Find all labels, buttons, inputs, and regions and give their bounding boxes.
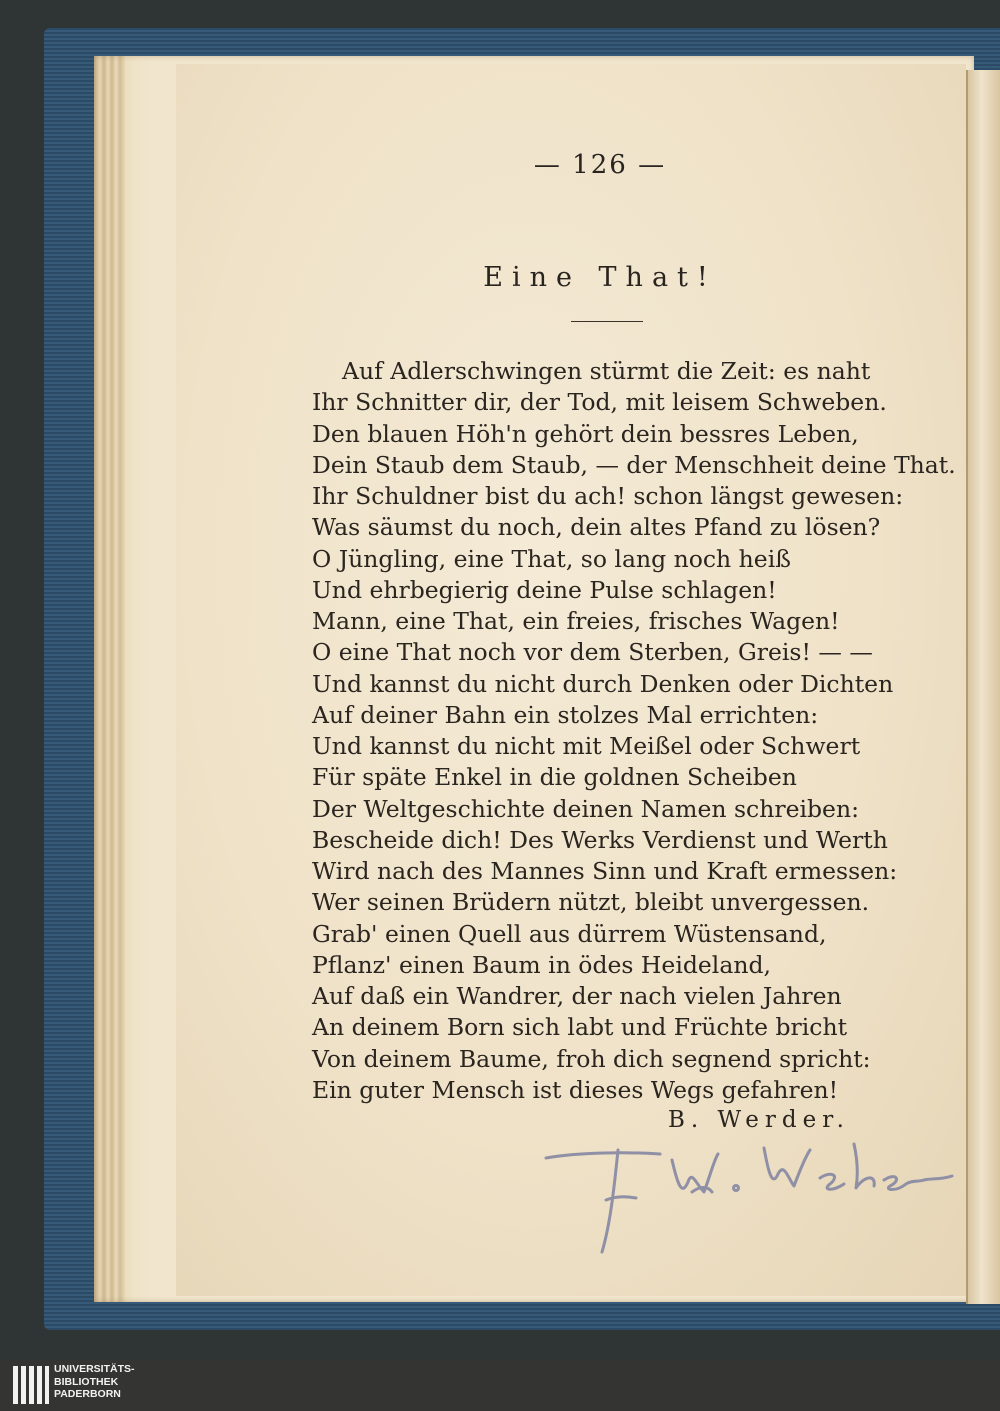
poem-line: Und ehrbegierig deine Pulse schlagen! bbox=[312, 575, 777, 604]
poem-line: Von deinem Baume, froh dich segnend spricht: bbox=[312, 1044, 871, 1073]
poem-line: Der Weltgeschichte deinen Namen schreiben: bbox=[312, 794, 859, 823]
poem-line: Auf daß ein Wandrer, der nach vielen Jahren bbox=[312, 982, 842, 1010]
title-rule bbox=[571, 321, 643, 322]
poem-body bbox=[312, 356, 956, 1106]
poem-line: Was säumst du noch, dein altes Pfand zu lösen? bbox=[312, 513, 881, 542]
poem-line: Ihr Schuldner bist du ach! schon längst gewesen: bbox=[312, 482, 904, 510]
poem-line: Ein guter Mensch ist dieses Wegs gefahren! bbox=[312, 1075, 839, 1104]
poem-line: Wird nach des Mannes Sinn und Kraft ermessen: bbox=[312, 857, 898, 885]
poem-line: Mann, eine That, ein freies, frisches Wagen! bbox=[312, 607, 840, 635]
poem-line: Auf deiner Bahn ein stolzes Mal errichten: bbox=[312, 700, 819, 729]
poem-line: Ihr Schnitter dir, der Tod, mit leisem Schweben. bbox=[312, 388, 887, 417]
poem-title: Eine That! bbox=[483, 262, 717, 293]
poem-line: An deinem Born sich labt und Früchte bricht bbox=[312, 1013, 848, 1042]
poem-line: Dein Staub dem Staub, — der Menschheit deine That. bbox=[312, 450, 956, 479]
poem-line: Und kannst du nicht durch Denken oder Dichten bbox=[312, 669, 894, 698]
library-name-line: UNIVERSITÄTS- bbox=[54, 1363, 135, 1375]
facing-page-edge bbox=[966, 70, 1000, 1304]
poem-line: O Jüngling, eine That, so lang noch heiß bbox=[312, 544, 791, 573]
poem-line: Und kannst du nicht mit Meißel oder Schwert bbox=[312, 732, 861, 760]
poem-line: Bescheide dich! Des Werks Verdienst und Werth bbox=[312, 825, 888, 854]
poem-line: Pflanz' einen Baum in ödes Heideland, bbox=[312, 950, 771, 979]
poem-line: Für späte Enkel in die goldnen Scheiben bbox=[312, 763, 797, 792]
page-number: — 126 — bbox=[533, 150, 667, 180]
poem-line: Wer seinen Brüdern nützt, bleibt unvergessen. bbox=[312, 888, 870, 917]
library-logo-icon bbox=[12, 1364, 50, 1406]
library-name bbox=[54, 1363, 135, 1401]
author-name: B. Werder. bbox=[667, 1107, 850, 1133]
library-name-line: BIBLIOTHEK bbox=[54, 1375, 119, 1388]
poem-line: Grab' einen Quell aus dürrem Wüstensand, bbox=[312, 919, 827, 948]
pencil-signature bbox=[540, 1130, 960, 1260]
poem-line: Den blauen Höh'n gehört dein bessres Leben, bbox=[312, 419, 859, 448]
footer-bar bbox=[0, 1360, 1000, 1411]
poem-line: Auf Adlerschwingen stürmt die Zeit: es naht bbox=[342, 357, 871, 385]
poem-line: O eine That noch vor dem Sterben, Greis! — — bbox=[312, 638, 873, 667]
library-name-line: PADERBORN bbox=[54, 1388, 121, 1400]
